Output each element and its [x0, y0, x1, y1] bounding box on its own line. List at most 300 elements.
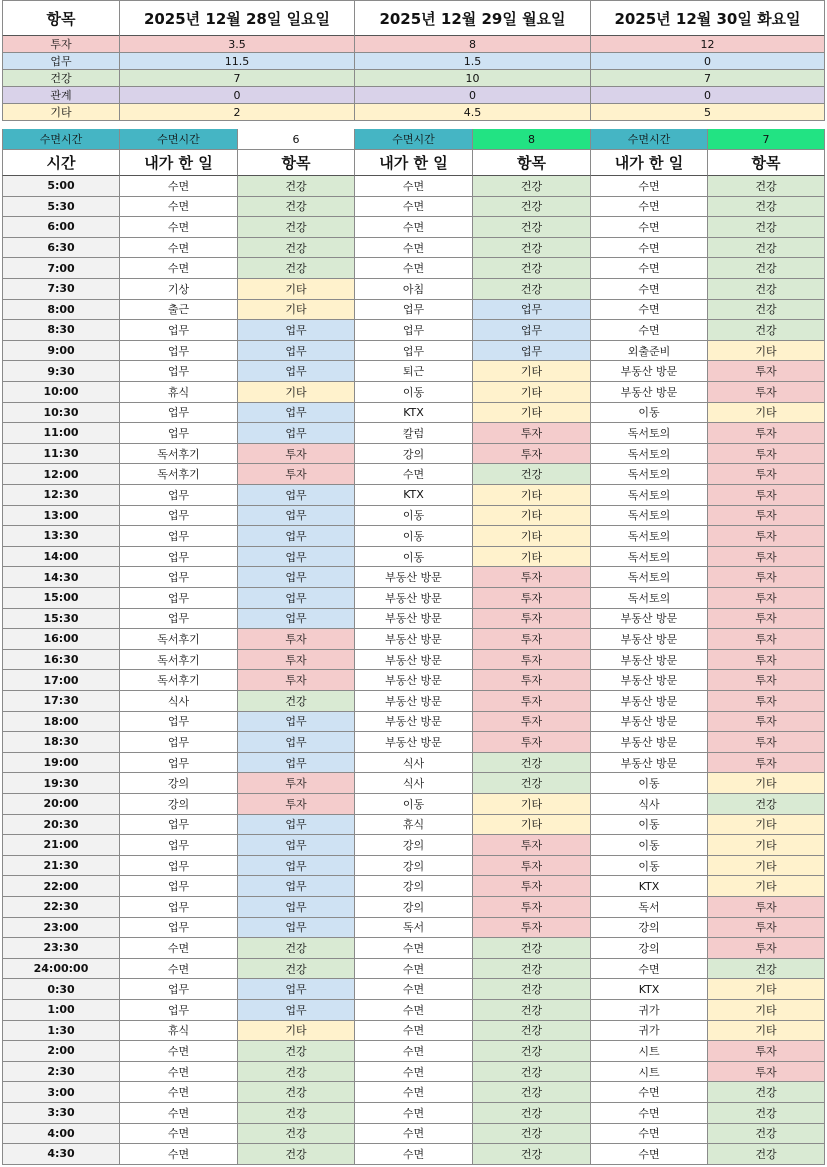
activity-cell[interactable]: 이동	[355, 794, 473, 815]
activity-cell[interactable]: KTX	[355, 485, 473, 506]
category-cell[interactable]: 기타	[473, 794, 591, 815]
category-cell[interactable]: 투자	[708, 464, 825, 485]
activity-cell[interactable]: 수면	[355, 1021, 473, 1042]
activity-cell[interactable]: 업무	[120, 341, 238, 362]
time-cell[interactable]: 2:30	[2, 1062, 120, 1083]
activity-cell[interactable]: 부동산 방문	[591, 629, 708, 650]
category-cell[interactable]: 업무	[238, 609, 355, 630]
activity-cell[interactable]: 강의	[591, 918, 708, 939]
activity-cell[interactable]: 부동산 방문	[591, 691, 708, 712]
activity-cell[interactable]: 수면	[120, 217, 238, 238]
activity-cell[interactable]: 이동	[355, 547, 473, 568]
activity-cell[interactable]: 강의	[355, 897, 473, 918]
category-cell[interactable]: 투자	[708, 1041, 825, 1062]
category-cell[interactable]: 투자	[473, 732, 591, 753]
activity-cell[interactable]: 출근	[120, 300, 238, 321]
activity-cell[interactable]: 수면	[591, 176, 708, 197]
category-cell[interactable]: 업무	[238, 567, 355, 588]
category-cell[interactable]: 건강	[708, 258, 825, 279]
sleep-day-label[interactable]: 수면시간	[355, 129, 473, 150]
activity-cell[interactable]: 업무	[120, 876, 238, 897]
category-cell[interactable]: 기타	[473, 485, 591, 506]
category-cell[interactable]: 투자	[708, 361, 825, 382]
activity-cell[interactable]: 업무	[120, 897, 238, 918]
time-cell[interactable]: 5:30	[2, 197, 120, 218]
activity-cell[interactable]: 업무	[120, 609, 238, 630]
category-column-header[interactable]: 항목	[238, 150, 355, 176]
category-cell[interactable]: 건강	[238, 691, 355, 712]
activity-cell[interactable]: 휴식	[120, 1021, 238, 1042]
activity-cell[interactable]: 수면	[355, 1124, 473, 1145]
time-cell[interactable]: 14:30	[2, 567, 120, 588]
time-cell[interactable]: 10:30	[2, 403, 120, 424]
category-cell[interactable]: 건강	[238, 1103, 355, 1124]
activity-cell[interactable]: 업무	[355, 320, 473, 341]
category-cell[interactable]: 투자	[708, 691, 825, 712]
sleep-day-value[interactable]: 8	[473, 129, 591, 150]
activity-cell[interactable]: 아침	[355, 279, 473, 300]
activity-cell[interactable]: 수면	[591, 959, 708, 980]
time-cell[interactable]: 4:00	[2, 1124, 120, 1145]
time-cell[interactable]: 12:30	[2, 485, 120, 506]
activity-cell[interactable]: 귀가	[591, 1021, 708, 1042]
activity-cell[interactable]: 독서후기	[120, 464, 238, 485]
time-cell[interactable]: 12:00	[2, 464, 120, 485]
activity-cell[interactable]: KTX	[355, 403, 473, 424]
activity-cell[interactable]: 독서토의	[591, 547, 708, 568]
time-cell[interactable]: 23:30	[2, 938, 120, 959]
header-corner-cell[interactable]: 항목	[2, 1, 120, 37]
activity-cell[interactable]: 식사	[355, 773, 473, 794]
time-cell[interactable]: 2:00	[2, 1041, 120, 1062]
activity-cell[interactable]: 수면	[355, 1062, 473, 1083]
activity-cell[interactable]: 수면	[591, 1103, 708, 1124]
time-cell[interactable]: 9:30	[2, 361, 120, 382]
activity-cell[interactable]: 수면	[591, 197, 708, 218]
category-cell[interactable]: 투자	[473, 712, 591, 733]
activity-cell[interactable]: 수면	[355, 464, 473, 485]
category-column-header[interactable]: 항목	[473, 150, 591, 176]
category-cell[interactable]: 투자	[473, 423, 591, 444]
activity-cell[interactable]: 부동산 방문	[591, 609, 708, 630]
category-cell[interactable]: 업무	[238, 485, 355, 506]
category-cell[interactable]: 업무	[238, 712, 355, 733]
activity-cell[interactable]: 부동산 방문	[591, 712, 708, 733]
activity-cell[interactable]: 수면	[591, 217, 708, 238]
category-cell[interactable]: 건강	[473, 938, 591, 959]
category-cell[interactable]: 기타	[473, 547, 591, 568]
category-cell[interactable]: 기타	[238, 300, 355, 321]
activity-cell[interactable]: 수면	[120, 1041, 238, 1062]
summary-label[interactable]: 투자	[2, 36, 120, 53]
time-cell[interactable]: 7:30	[2, 279, 120, 300]
time-cell[interactable]: 15:00	[2, 588, 120, 609]
activity-cell[interactable]: 수면	[591, 238, 708, 259]
activity-cell[interactable]: 수면	[355, 979, 473, 1000]
category-cell[interactable]: 건강	[708, 176, 825, 197]
time-cell[interactable]: 0:30	[2, 979, 120, 1000]
category-cell[interactable]: 투자	[708, 918, 825, 939]
summary-value-day2[interactable]: 10	[355, 70, 591, 87]
category-cell[interactable]: 건강	[473, 773, 591, 794]
activity-cell[interactable]: 독서토의	[591, 423, 708, 444]
time-cell[interactable]: 19:00	[2, 753, 120, 774]
activity-cell[interactable]: 부동산 방문	[355, 629, 473, 650]
activity-cell[interactable]: 부동산 방문	[355, 609, 473, 630]
activity-cell[interactable]: 이동	[591, 403, 708, 424]
time-cell[interactable]: 11:00	[2, 423, 120, 444]
activity-cell[interactable]: 독서후기	[120, 670, 238, 691]
summary-value-day3[interactable]: 12	[591, 36, 825, 53]
activity-cell[interactable]: 강의	[120, 773, 238, 794]
category-cell[interactable]: 투자	[708, 712, 825, 733]
activity-cell[interactable]: 수면	[591, 1124, 708, 1145]
category-cell[interactable]: 건강	[473, 959, 591, 980]
activity-cell[interactable]: 업무	[120, 856, 238, 877]
category-cell[interactable]: 업무	[238, 1000, 355, 1021]
category-cell[interactable]: 업무	[238, 423, 355, 444]
category-cell[interactable]: 업무	[238, 547, 355, 568]
activity-cell[interactable]: 업무	[120, 526, 238, 547]
category-cell[interactable]: 기타	[473, 526, 591, 547]
time-cell[interactable]: 15:30	[2, 609, 120, 630]
activity-cell[interactable]: 수면	[355, 1082, 473, 1103]
activity-cell[interactable]: 업무	[120, 712, 238, 733]
category-cell[interactable]: 업무	[238, 815, 355, 836]
activity-cell[interactable]: 수면	[355, 1041, 473, 1062]
category-cell[interactable]: 건강	[238, 1082, 355, 1103]
category-cell[interactable]: 투자	[708, 547, 825, 568]
activity-cell[interactable]: 수면	[120, 197, 238, 218]
category-cell[interactable]: 업무	[238, 918, 355, 939]
category-cell[interactable]: 투자	[708, 588, 825, 609]
category-cell[interactable]: 기타	[708, 856, 825, 877]
activity-cell[interactable]: 부동산 방문	[355, 732, 473, 753]
category-cell[interactable]: 기타	[473, 382, 591, 403]
category-cell[interactable]: 건강	[473, 1103, 591, 1124]
activity-column-header[interactable]: 내가 한 일	[591, 150, 708, 176]
category-cell[interactable]: 건강	[473, 238, 591, 259]
category-cell[interactable]: 투자	[473, 835, 591, 856]
activity-cell[interactable]: 부동산 방문	[355, 712, 473, 733]
category-cell[interactable]: 건강	[708, 320, 825, 341]
activity-cell[interactable]: 수면	[120, 1124, 238, 1145]
category-cell[interactable]: 건강	[708, 217, 825, 238]
sleep-day-label[interactable]: 수면시간	[120, 129, 238, 150]
category-cell[interactable]: 건강	[708, 300, 825, 321]
category-cell[interactable]: 기타	[708, 835, 825, 856]
category-cell[interactable]: 기타	[238, 1021, 355, 1042]
category-cell[interactable]: 건강	[238, 217, 355, 238]
category-cell[interactable]: 투자	[473, 691, 591, 712]
activity-cell[interactable]: 업무	[120, 732, 238, 753]
activity-cell[interactable]: 독서후기	[120, 629, 238, 650]
category-cell[interactable]: 건강	[473, 1062, 591, 1083]
category-cell[interactable]: 건강	[473, 1082, 591, 1103]
category-cell[interactable]: 건강	[473, 217, 591, 238]
category-cell[interactable]: 건강	[708, 794, 825, 815]
time-cell[interactable]: 8:30	[2, 320, 120, 341]
category-cell[interactable]: 건강	[473, 1124, 591, 1145]
time-cell[interactable]: 7:00	[2, 258, 120, 279]
activity-cell[interactable]: 업무	[120, 753, 238, 774]
time-cell[interactable]: 8:00	[2, 300, 120, 321]
summary-label[interactable]: 업무	[2, 53, 120, 70]
activity-cell[interactable]: 독서토의	[591, 526, 708, 547]
category-cell[interactable]: 투자	[708, 444, 825, 465]
activity-cell[interactable]: 이동	[591, 835, 708, 856]
time-cell[interactable]: 13:30	[2, 526, 120, 547]
category-cell[interactable]: 투자	[473, 897, 591, 918]
category-cell[interactable]: 투자	[238, 794, 355, 815]
time-cell[interactable]: 21:30	[2, 856, 120, 877]
activity-cell[interactable]: 업무	[120, 423, 238, 444]
activity-cell[interactable]: 강의	[355, 444, 473, 465]
category-cell[interactable]: 업무	[238, 341, 355, 362]
activity-cell[interactable]: 업무	[120, 320, 238, 341]
summary-value-day2[interactable]: 0	[355, 87, 591, 104]
category-cell[interactable]: 건강	[708, 1103, 825, 1124]
category-cell[interactable]: 건강	[708, 279, 825, 300]
activity-cell[interactable]: 부동산 방문	[355, 567, 473, 588]
category-cell[interactable]: 투자	[708, 485, 825, 506]
time-cell[interactable]: 6:30	[2, 238, 120, 259]
category-cell[interactable]: 건강	[473, 979, 591, 1000]
category-cell[interactable]: 기타	[473, 403, 591, 424]
category-cell[interactable]: 기타	[238, 382, 355, 403]
category-cell[interactable]: 건강	[473, 176, 591, 197]
time-cell[interactable]: 18:00	[2, 712, 120, 733]
category-cell[interactable]: 건강	[473, 197, 591, 218]
category-cell[interactable]: 건강	[238, 176, 355, 197]
summary-value-day1[interactable]: 0	[120, 87, 355, 104]
category-cell[interactable]: 건강	[473, 1041, 591, 1062]
summary-label[interactable]: 관계	[2, 87, 120, 104]
activity-cell[interactable]: 부동산 방문	[591, 753, 708, 774]
activity-cell[interactable]: 수면	[120, 1082, 238, 1103]
category-cell[interactable]: 기타	[473, 815, 591, 836]
activity-cell[interactable]: 이동	[355, 506, 473, 527]
category-cell[interactable]: 건강	[238, 1124, 355, 1145]
category-cell[interactable]: 투자	[708, 650, 825, 671]
activity-cell[interactable]: 독서토의	[591, 444, 708, 465]
activity-cell[interactable]: 업무	[120, 979, 238, 1000]
category-cell[interactable]: 투자	[708, 567, 825, 588]
activity-cell[interactable]: 수면	[120, 176, 238, 197]
category-cell[interactable]: 투자	[473, 588, 591, 609]
category-cell[interactable]: 기타	[708, 1000, 825, 1021]
time-cell[interactable]: 6:00	[2, 217, 120, 238]
activity-cell[interactable]: 수면	[591, 258, 708, 279]
summary-value-day1[interactable]: 7	[120, 70, 355, 87]
activity-cell[interactable]: 휴식	[120, 382, 238, 403]
time-cell[interactable]: 11:30	[2, 444, 120, 465]
activity-cell[interactable]: 이동	[591, 773, 708, 794]
category-cell[interactable]: 업무	[238, 526, 355, 547]
activity-cell[interactable]: 독서토의	[591, 567, 708, 588]
activity-cell[interactable]: 독서	[591, 897, 708, 918]
time-cell[interactable]: 22:30	[2, 897, 120, 918]
category-cell[interactable]: 기타	[708, 815, 825, 836]
time-cell[interactable]: 16:00	[2, 629, 120, 650]
category-cell[interactable]: 건강	[238, 938, 355, 959]
category-cell[interactable]: 투자	[708, 897, 825, 918]
activity-cell[interactable]: 업무	[120, 835, 238, 856]
activity-cell[interactable]: 독서	[355, 918, 473, 939]
activity-cell[interactable]: 수면	[120, 959, 238, 980]
activity-cell[interactable]: 식사	[591, 794, 708, 815]
category-cell[interactable]: 투자	[473, 567, 591, 588]
activity-cell[interactable]: 강의	[355, 856, 473, 877]
activity-cell[interactable]: 업무	[120, 403, 238, 424]
category-cell[interactable]: 투자	[708, 1062, 825, 1083]
category-cell[interactable]: 건강	[238, 1144, 355, 1165]
category-cell[interactable]: 투자	[708, 670, 825, 691]
category-cell[interactable]: 업무	[238, 506, 355, 527]
activity-cell[interactable]: 수면	[120, 938, 238, 959]
category-cell[interactable]: 투자	[238, 444, 355, 465]
category-cell[interactable]: 기타	[708, 1021, 825, 1042]
category-cell[interactable]: 건강	[238, 959, 355, 980]
activity-cell[interactable]: 업무	[120, 567, 238, 588]
category-cell[interactable]: 업무	[238, 732, 355, 753]
category-cell[interactable]: 투자	[238, 670, 355, 691]
category-cell[interactable]: 건강	[473, 1021, 591, 1042]
summary-value-day1[interactable]: 11.5	[120, 53, 355, 70]
activity-cell[interactable]: 휴식	[355, 815, 473, 836]
category-cell[interactable]: 건강	[473, 258, 591, 279]
category-cell[interactable]: 투자	[473, 918, 591, 939]
category-cell[interactable]: 건강	[238, 197, 355, 218]
activity-cell[interactable]: 부동산 방문	[591, 670, 708, 691]
activity-cell[interactable]: 수면	[591, 320, 708, 341]
category-cell[interactable]: 투자	[473, 444, 591, 465]
summary-value-day3[interactable]: 0	[591, 87, 825, 104]
activity-cell[interactable]: 시트	[591, 1041, 708, 1062]
time-cell[interactable]: 21:00	[2, 835, 120, 856]
activity-cell[interactable]: 독서토의	[591, 464, 708, 485]
activity-cell[interactable]: 부동산 방문	[355, 670, 473, 691]
category-cell[interactable]: 투자	[708, 609, 825, 630]
category-cell[interactable]: 투자	[238, 629, 355, 650]
activity-cell[interactable]: 기상	[120, 279, 238, 300]
category-cell[interactable]: 투자	[708, 629, 825, 650]
category-cell[interactable]: 기타	[708, 773, 825, 794]
time-cell[interactable]: 3:00	[2, 1082, 120, 1103]
activity-cell[interactable]: 칼럼	[355, 423, 473, 444]
category-cell[interactable]: 건강	[238, 1062, 355, 1083]
activity-cell[interactable]: 업무	[355, 341, 473, 362]
activity-cell[interactable]: 이동	[355, 526, 473, 547]
category-cell[interactable]: 기타	[708, 876, 825, 897]
time-cell[interactable]: 13:00	[2, 506, 120, 527]
category-cell[interactable]: 투자	[473, 856, 591, 877]
summary-value-day3[interactable]: 0	[591, 53, 825, 70]
activity-cell[interactable]: 수면	[355, 258, 473, 279]
category-cell[interactable]: 투자	[473, 876, 591, 897]
category-cell[interactable]: 업무	[238, 897, 355, 918]
category-cell[interactable]: 건강	[238, 1041, 355, 1062]
activity-cell[interactable]: 부동산 방문	[355, 650, 473, 671]
category-cell[interactable]: 기타	[238, 279, 355, 300]
summary-value-day1[interactable]: 3.5	[120, 36, 355, 53]
activity-cell[interactable]: 수면	[355, 176, 473, 197]
activity-cell[interactable]: 강의	[355, 876, 473, 897]
time-cell[interactable]: 1:30	[2, 1021, 120, 1042]
activity-cell[interactable]: 업무	[120, 506, 238, 527]
activity-cell[interactable]: 수면	[591, 300, 708, 321]
category-cell[interactable]: 기타	[708, 403, 825, 424]
category-cell[interactable]: 업무	[238, 320, 355, 341]
category-column-header[interactable]: 항목	[708, 150, 825, 176]
category-cell[interactable]: 업무	[238, 979, 355, 1000]
summary-value-day2[interactable]: 1.5	[355, 53, 591, 70]
category-cell[interactable]: 투자	[473, 650, 591, 671]
activity-cell[interactable]: 수면	[355, 1103, 473, 1124]
activity-column-header[interactable]: 내가 한 일	[355, 150, 473, 176]
category-cell[interactable]: 기타	[473, 506, 591, 527]
category-cell[interactable]: 업무	[238, 753, 355, 774]
time-column-header[interactable]: 시간	[2, 150, 120, 176]
category-cell[interactable]: 업무	[238, 588, 355, 609]
summary-label[interactable]: 기타	[2, 104, 120, 121]
category-cell[interactable]: 투자	[708, 382, 825, 403]
time-cell[interactable]: 22:00	[2, 876, 120, 897]
time-cell[interactable]: 10:00	[2, 382, 120, 403]
activity-cell[interactable]: 식사	[355, 753, 473, 774]
category-cell[interactable]: 건강	[473, 753, 591, 774]
category-cell[interactable]: 건강	[708, 1124, 825, 1145]
category-cell[interactable]: 투자	[238, 464, 355, 485]
summary-value-day3[interactable]: 5	[591, 104, 825, 121]
category-cell[interactable]: 건강	[473, 1144, 591, 1165]
activity-cell[interactable]: 부동산 방문	[591, 382, 708, 403]
time-cell[interactable]: 1:00	[2, 1000, 120, 1021]
activity-cell[interactable]: 부동산 방문	[591, 361, 708, 382]
category-cell[interactable]: 업무	[238, 361, 355, 382]
time-cell[interactable]: 18:30	[2, 732, 120, 753]
activity-cell[interactable]: 독서토의	[591, 485, 708, 506]
activity-cell[interactable]: 강의	[355, 835, 473, 856]
time-cell[interactable]: 9:00	[2, 341, 120, 362]
sleep-day-value[interactable]: 7	[708, 129, 825, 150]
time-cell[interactable]: 17:00	[2, 670, 120, 691]
category-cell[interactable]: 건강	[473, 279, 591, 300]
category-cell[interactable]: 투자	[708, 938, 825, 959]
activity-cell[interactable]: 수면	[120, 1144, 238, 1165]
category-cell[interactable]: 투자	[708, 526, 825, 547]
sleep-label[interactable]: 수면시간	[2, 129, 120, 150]
time-cell[interactable]: 17:30	[2, 691, 120, 712]
category-cell[interactable]: 투자	[708, 506, 825, 527]
activity-cell[interactable]: 수면	[355, 238, 473, 259]
category-cell[interactable]: 건강	[238, 258, 355, 279]
category-cell[interactable]: 투자	[238, 773, 355, 794]
activity-cell[interactable]: 부동산 방문	[591, 650, 708, 671]
category-cell[interactable]: 기타	[708, 341, 825, 362]
category-cell[interactable]: 업무	[238, 403, 355, 424]
category-cell[interactable]: 건강	[708, 1082, 825, 1103]
category-cell[interactable]: 기타	[473, 361, 591, 382]
activity-cell[interactable]: 수면	[120, 238, 238, 259]
sleep-day-label[interactable]: 수면시간	[591, 129, 708, 150]
category-cell[interactable]: 건강	[708, 197, 825, 218]
time-cell[interactable]: 14:00	[2, 547, 120, 568]
activity-cell[interactable]: 외출준비	[591, 341, 708, 362]
day-header-2[interactable]: 2025년 12월 29일 월요일	[355, 1, 591, 37]
activity-cell[interactable]: 업무	[120, 485, 238, 506]
category-cell[interactable]: 투자	[708, 753, 825, 774]
